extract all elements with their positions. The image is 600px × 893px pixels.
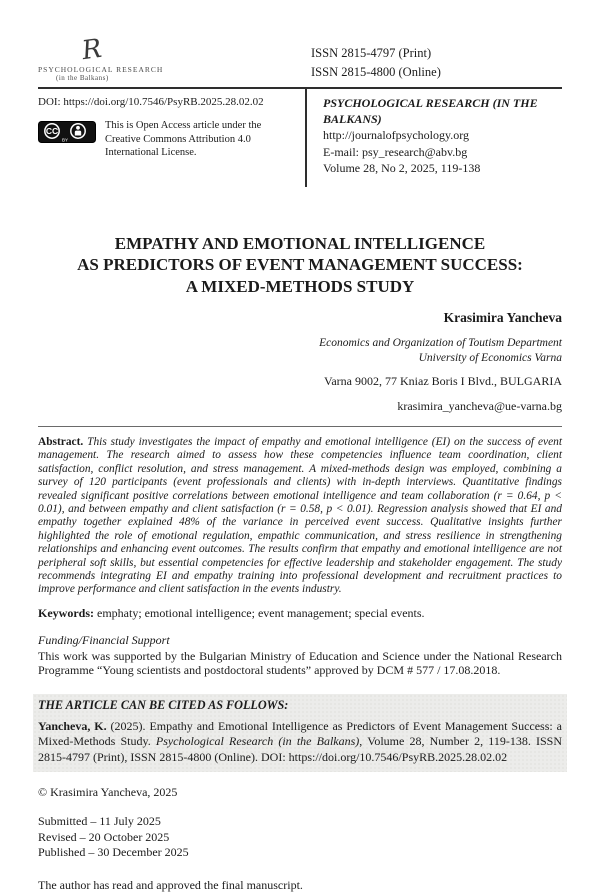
doi-text: DOI: https://doi.org/10.7546/PsyRB.2025.28.02.02 [38,96,264,108]
license-text: This is Open Access article under the Creative Commons Attribution 4.0 International License. [105,120,262,158]
keywords-line [38,606,562,621]
volume-info: Volume 28, No 2, 2025, 119-138 [323,161,481,175]
journal-name: PSYCHOLOGICAL RESEARCH (IN THE BALKANS) [323,96,538,126]
submitted-date: Submitted – 11 July 2025 [38,814,161,829]
author-name: Krasimira Yancheva [443,310,562,325]
affiliation-university: University of Economics Varna [418,351,562,364]
svg-text:BY: BY [61,137,69,143]
article-title [38,233,562,298]
keywords-label: Keywords: [38,605,94,620]
citation-tail: , Volume 28, Number 2, 119-138. ISSN 2815-4797 (Print), ISSN 2815-4800 (Online). DOI: https://doi.org/10.7546/PsyRB.2025.28.02.02 [38,734,562,764]
citation-journal: Psychological Research (in the Balkans) [155,734,360,749]
journal-logo-subname: (in the Balkans) [56,74,109,82]
abstract-paragraph [38,436,562,597]
funding-title: Funding/Financial Support [38,632,170,647]
dates-block [38,814,562,861]
abstract-label: Abstract. [38,436,84,448]
author-affiliation [38,336,562,365]
issn-online: ISSN 2815-4800 (Online) [311,65,441,79]
journal-logo-monogram-icon: R [80,33,104,67]
abstract-text: This study investigates the impact of empathy and emotional intelligence (EI) on the success of event management. The research aimed to assess how these competencies influence team coordination, client satisfaction, conflict resolution, and stress management. A mixed-methods design was employed, combining a survey of 120 participants (event professionals and clients) with in-depth interviews. Quantitative findings revealed significant positive correlations between emotional intelligence and team collaboration (r = 0.64, p < 0.01), and between empathy and client satisfaction (r = 0.58, p < 0.01). Regression analysis showed that EI and empathy together explained 48% of the variance in perceived event success. Qualitative insights further highlighted the role of emotional regulation, empathic communication, and stress resilience in strengthening relationships and enhancing event outcomes. The results confirm that empathy and emotional intelligence are not peripheral soft skills, but essential competencies for effective leadership and stakeholder engagement. The study recommends integrating EI and empathy training into professional development and recruitment practices to improve performance and client satisfaction in the events industry. [38,436,562,596]
issn-block [295,36,562,82]
article-title-line2: AS PREDICTORS OF EVENT MANAGEMENT SUCCESS: [77,255,523,274]
revised-date: Revised – 20 October 2025 [38,829,170,844]
citation-heading: THE ARTICLE CAN BE CITED AS FOLLOWS: [38,697,289,712]
copyright-line: © Krasimira Yancheva, 2025 [38,785,178,800]
citation-text [38,719,562,766]
keywords-text: emphaty; emotional intelligence; event management; special events. [94,605,425,620]
article-title-line1: EMPATHY AND EMOTIONAL INTELLIGENCE [114,233,486,253]
header-top [38,33,562,83]
header-left-column [38,89,305,187]
affiliation-department: Economics and Organization of Toutism Department [319,337,562,349]
citation-middle: (2025). Empathy and Emotional Intelligence as Predictors of Event Management Success: a Mixed-Methods Study. [38,718,562,749]
journal-url: http://journalofpsychology.org [323,128,469,142]
svg-text:CC: CC [45,126,59,137]
article-title-line3: A MIXED-METHODS STUDY [185,276,415,296]
funding-text: This work was supported by the Bulgarian Ministry of Education and Science under the National Research Programme “Young scientists and postdoctoral students” approved by DCM # 577 / 17.08.2018. [38,648,562,678]
citation-author: Yancheva, K. [38,718,107,733]
author-email: krasimira_yancheva@ue-varna.bg [397,399,562,413]
journal-logo-name: PSYCHOLOGICAL RESEARCH [38,65,164,74]
journal-email: E-mail: psy_research@abv.bg [323,144,468,159]
cc-by-badge-icon [38,121,96,148]
published-date: Published – 30 December 2025 [38,845,189,860]
author-address: Varna 9002, 77 Kniaz Boris I Blvd., BULGARIA [324,374,562,388]
approval-statement: The author has read and approved the final manuscript. [38,877,303,892]
funding-section [38,633,562,678]
header-bottom [38,87,562,187]
header-right-column [305,89,562,187]
citation-box [33,694,567,773]
journal-logo [38,33,295,83]
abstract-divider [38,426,562,427]
license-row [38,119,295,160]
issn-print: ISSN 2815-4797 (Print) [311,46,432,60]
